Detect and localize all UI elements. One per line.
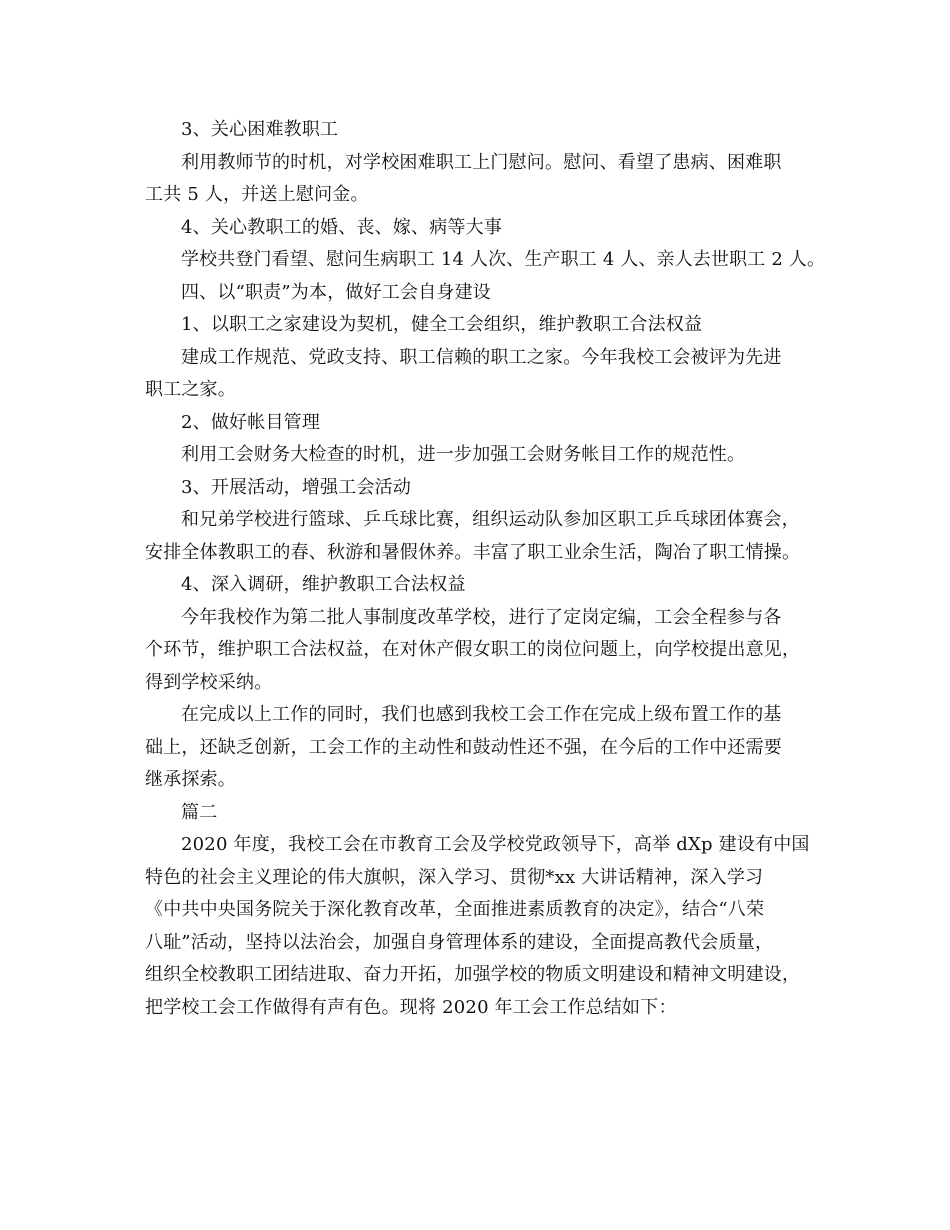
text-line: 得到学校采纳。 (145, 671, 273, 693)
text-line: 和兄弟学校进行篮球、乒乓球比赛，组织运动队参加区职工乒乓球团体赛会， (181, 509, 800, 530)
text-line: 《中共中央国务院关于深化教育改革，全面推进素质教育的决定》，结合“八荣 (145, 899, 765, 920)
text-line: 职工之家。 (145, 379, 236, 400)
text-line: 特色的社会主义理论的伟大旗帜，深入学习、贯彻*xx 大讲话精神，深入学习 (145, 866, 764, 888)
text-line: 今年我校作为第二批人事制度改革学校，进行了定岗定编，工会全程参与各 (181, 606, 782, 628)
text-line: 个环节，维护职工合法权益，在对休产假女职工的岗位问题上，向学校提出意见， (145, 639, 801, 660)
text-line: 把学校工会工作做得有声有色。现将 2020 年工会工作总结如下： (145, 996, 677, 1018)
text-line: 4、深入调研，维护教职工合法权益 (181, 574, 466, 595)
text-line: 建成工作规范、党政支持、职工信赖的职工之家。今年我校工会被评为先进 (181, 346, 782, 368)
text-line: 础上，还缺乏创新，工会工作的主动性和鼓动性还不强，在今后的工作中还需要 (145, 736, 782, 758)
text-line: 安排全体教职工的春、秋游和暑假休养。丰富了职工业余生活，陶冶了职工情操。 (145, 541, 801, 563)
text-line: 3、开展活动，增强工会活动 (181, 476, 412, 498)
text-line: 工共 5 人，并送上慰问金。 (145, 184, 369, 205)
text-line: 2、做好帐目管理 (181, 411, 321, 433)
text-line: 利用工会财务大检查的时机，进一步加强工会财务帐目工作的规范性。 (181, 444, 746, 465)
text-line: 继承探索。 (145, 769, 236, 790)
text-line: 八耻”活动，坚持以法治会，加强自身管理体系的建设，全面提高教代会质量， (145, 931, 774, 953)
text-line: 组织全校教职工团结进取、奋力开拓，加强学校的物质文明建设和精神文明建设， (145, 964, 801, 985)
document-body (145, 114, 826, 1024)
text-line: 1、以职工之家建设为契机，健全工会组织，维护教职工合法权益 (181, 314, 703, 335)
text-line: 学校共登门看望、慰问生病职工 14 人次、生产职工 4 人、亲人去世职工 2 人。 (181, 249, 826, 270)
text-line: 四、以“职责”为本，做好工会自身建设 (181, 281, 492, 303)
text-line: 4、关心教职工的婚、丧、嫁、病等大事 (181, 216, 503, 238)
text-line: 3、关心困难教职工 (181, 119, 339, 140)
text-line: 在完成以上工作的同时，我们也感到我校工会工作在完成上级布置工作的基 (181, 704, 782, 725)
text-line: 利用教师节的时机，对学校困难职工上门慰问。慰问、看望了患病、困难职 (181, 151, 782, 173)
text-line: 2020 年度，我校工会在市教育工会及学校党政领导下，高举 dXp 建设有中国 (181, 834, 810, 855)
text-line: 篇二 (181, 801, 218, 823)
